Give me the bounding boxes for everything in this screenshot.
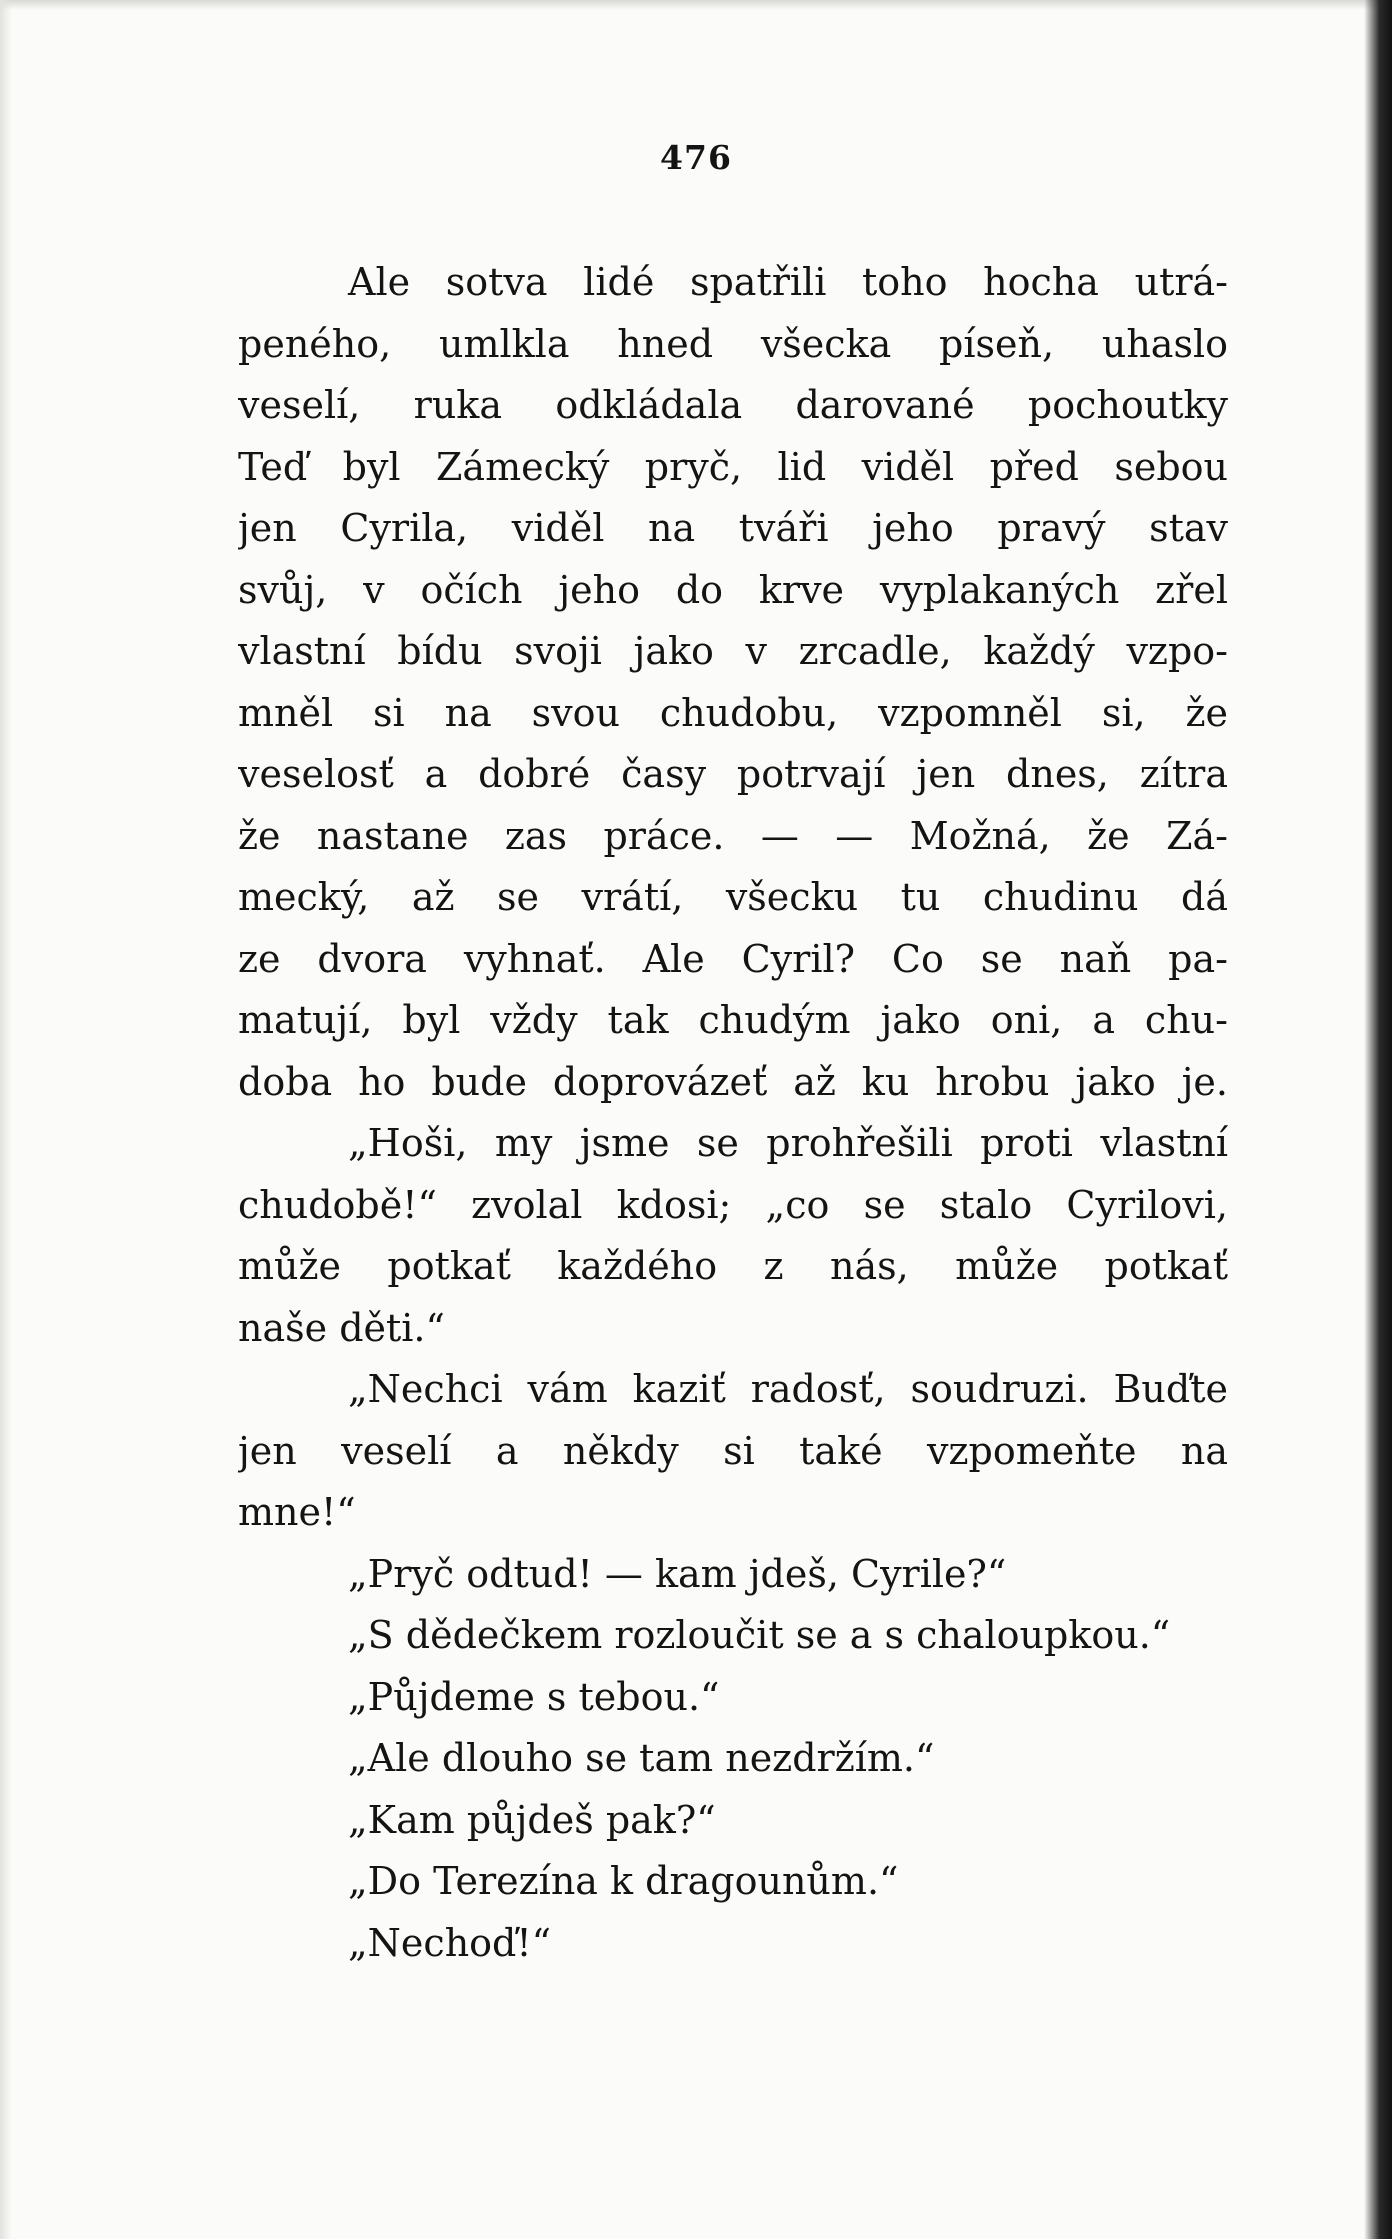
- scan-edge-left: [0, 0, 12, 2239]
- text-line: ze dvora vyhnať. Ale Cyril? Co se naň pa-: [238, 936, 1228, 981]
- text-line: chudobě!“ zvolal kdosi; „co se stalo Cyrilovi,: [238, 1182, 1228, 1227]
- text-line: „Pryč odtud! — kam jdeš, Cyrile?“: [348, 1551, 1007, 1596]
- text-line: matují, byl vždy tak chudým jako oni, a chu-: [238, 998, 1228, 1042]
- text-line: doba ho bude doprovázeť až ku hrobu jako je.: [238, 1059, 1228, 1104]
- text-line: může potkať každého z nás, může potkať: [238, 1244, 1228, 1288]
- text-line: „Nechoď!“: [348, 1920, 552, 1965]
- text-line: „Půjdeme s tebou.“: [348, 1674, 720, 1719]
- text-line: mne!“: [238, 1490, 356, 1534]
- text-line: že nastane zas práce. — — Možná, že Zá-: [238, 813, 1228, 858]
- text-line: „S dědečkem rozloučit se a s chaloupkou.“: [348, 1613, 1171, 1657]
- text-line: Ale sotva lidé spatřili toho hocha utrá-: [348, 260, 1228, 304]
- text-line: peného, umlkla hned všecka píseň, uhaslo: [238, 321, 1228, 366]
- text-line: naše děti.“: [238, 1305, 445, 1350]
- text-line: Teď byl Zámecký pryč, lid viděl před sebou: [238, 444, 1228, 489]
- text-line: „Nechci vám kaziť radosť, soudruzi. Buďte: [348, 1367, 1228, 1411]
- text-line: svůj, v očích jeho do krve vyplakaných zřel: [238, 567, 1228, 612]
- text-line: veselí, ruka odkládala darované pochoutky: [238, 383, 1228, 427]
- text-line: „Hoši, my jsme se prohřešili proti vlastní: [348, 1121, 1228, 1165]
- text-line: „Do Terezína k dragounům.“: [348, 1859, 899, 1903]
- text-line: „Ale dlouho se tam nezdržím.“: [348, 1736, 935, 1780]
- page-number: 476: [660, 138, 732, 177]
- scan-edge-top: [0, 0, 1392, 10]
- text-line: mněl si na svou chudobu, vzpomněl si, že: [238, 690, 1228, 735]
- text-line: jen veselí a někdy si také vzpomeňte na: [238, 1428, 1228, 1473]
- body-text: [238, 252, 1228, 1974]
- text-line: „Kam půjdeš pak?“: [348, 1797, 716, 1842]
- text-line: mecký, až se vrátí, všecku tu chudinu dá: [238, 875, 1228, 919]
- text-line: vlastní bídu svoji jako v zrcadle, každý vzpo-: [238, 629, 1228, 673]
- text-line: jen Cyrila, viděl na tváři jeho pravý stav: [238, 506, 1228, 550]
- scan-edge-right: [1364, 0, 1392, 2239]
- text-line: veselosť a dobré časy potrvají jen dnes, zítra: [238, 752, 1228, 796]
